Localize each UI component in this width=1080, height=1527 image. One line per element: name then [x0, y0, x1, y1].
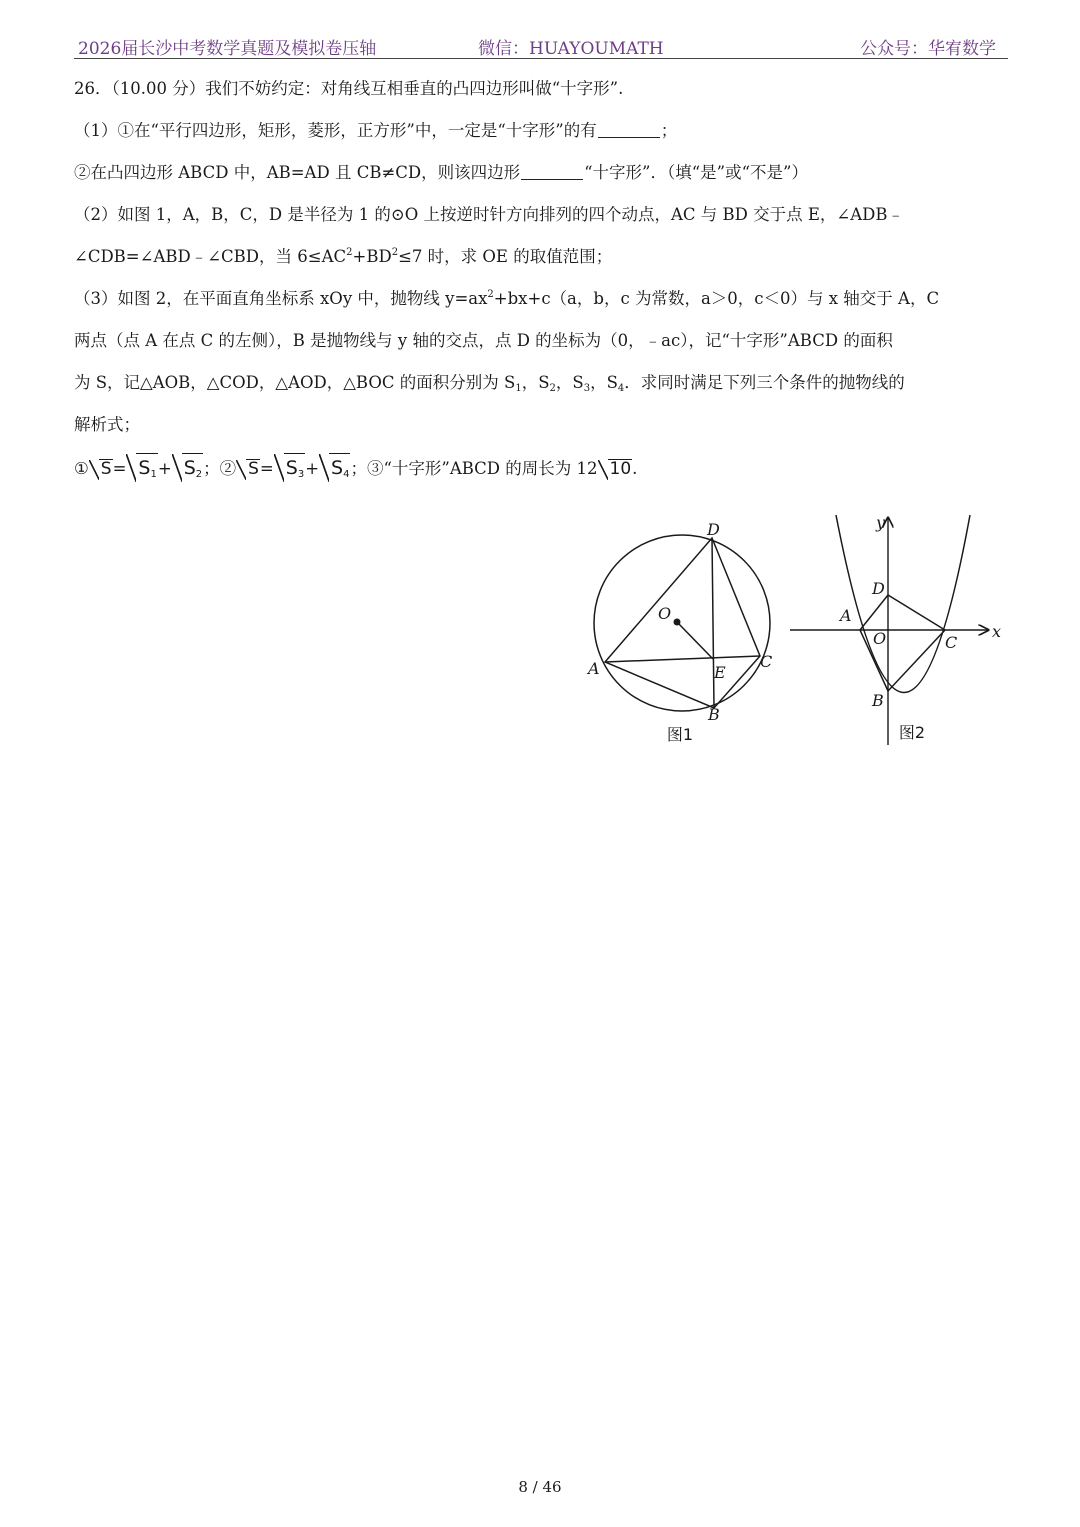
label-a: A: [588, 659, 600, 678]
center-point: [674, 619, 681, 626]
problem-body: [74, 68, 1008, 492]
label-o: O: [658, 604, 672, 623]
part3-line1: （3）如图 2，在平面直角坐标系 xOy 中，抛物线 $y=ax^2+bx+c(a$，b，c 为常数，a＞0，c＜0）与 x 轴交于 A，C: [74, 289, 940, 308]
page-header: [74, 30, 1008, 59]
figure-1: [580, 515, 780, 750]
part3-line2: 两点（点 A 在点 C 的左侧），B 是抛物线与 y 轴的交点，点 D 的坐标为（0，﹣ac），记“十字形”ABCD 的面积: [74, 331, 893, 350]
part2-line1: （2）如图 1，A，B，C，D 是半径为 1 的⊙O 上按逆时针方向排列的四个动点，AC 与 BD 交于点 E，∠ADB﹣: [74, 205, 904, 224]
part2-line2: ∠CDB=∠ABD﹣∠CBD，当 $6\le AC^2+BD^2\le 7$ 时，求 OE 的取值范围；: [74, 247, 613, 266]
label-c2: C: [945, 633, 958, 652]
sqrt-S4: $S_4$: [329, 453, 350, 480]
header-account: 公众号：华宥数学: [860, 39, 996, 59]
answer-blank-2: [521, 161, 583, 180]
figure-2: [788, 510, 1008, 750]
figure-1-caption: 图1: [666, 725, 694, 744]
label-c: C: [760, 652, 773, 671]
page-number: 8 / 46: [518, 1478, 562, 1496]
part3-line4: 解析式；: [74, 415, 140, 434]
sqrt-10: 10: [609, 459, 632, 479]
quadrilateral-abcd: [605, 538, 760, 708]
segment-oe: [677, 622, 713, 659]
label-x: x: [992, 622, 1002, 641]
answer-blank-1: [598, 119, 660, 138]
problem-intro: 26．（10.00 分）我们不妨约定：对角线互相垂直的凸四边形叫做“十字形”.: [74, 79, 624, 98]
diagonal-bd: [712, 538, 714, 708]
label-b: B: [708, 705, 720, 724]
label-b2: B: [872, 691, 884, 710]
diagonal-ac: [605, 656, 760, 662]
header-title: 2026届长沙中考数学真题及模拟卷压轴: [78, 39, 377, 59]
label-o2: O: [873, 629, 887, 648]
label-d: D: [707, 520, 720, 539]
sqrt-S1: $S_1$: [136, 453, 157, 480]
label-d2: D: [872, 579, 885, 598]
circle-o: [594, 535, 773, 711]
sqrt-S: S: [100, 459, 112, 479]
header-wechat: 微信：HUAYOUMATH: [478, 39, 664, 59]
sqrt-S3: $S_3$: [284, 453, 305, 480]
label-e: E: [714, 663, 726, 682]
sqrt-S-2: S: [248, 459, 259, 479]
part1-question-b: ②在凸四边形 ABCD 中，AB=AD 且 CB≠CD，则该四边形 “十字形”．（填“是”或“不是”）: [74, 163, 808, 182]
label-y: y: [876, 513, 886, 532]
part3-conditions: ① $S= S_1+ S_2$；② $S= S_3+ S_4$；③“十字形”ABCD 的周长为 12 10.: [74, 446, 1008, 492]
part1-question-a: （1）①在“平行四边形，矩形，菱形，正方形”中，一定是“十字形”的有 ；: [74, 121, 678, 140]
figure-2-caption: 图2: [898, 723, 926, 742]
sqrt-S2: $S_2$: [182, 453, 203, 480]
label-a2: A: [840, 606, 852, 625]
part3-line3: 为 S，记△AOB，△COD，△AOD，△BOC 的面积分别为 $S_1$，$S_2$，$S_3$，$S_4$．求同时满足下列三个条件的抛物线的: [74, 373, 905, 394]
